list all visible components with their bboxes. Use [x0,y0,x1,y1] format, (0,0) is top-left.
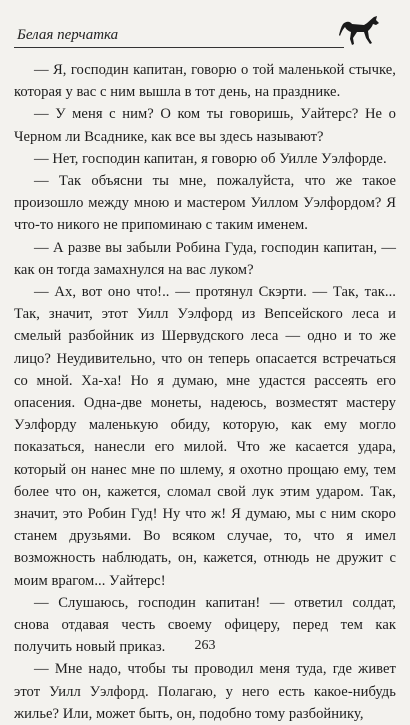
paragraph: — Мне надо, чтобы ты проводил меня туда, где живет этот Уилл Уэлфорд. Полагаю, у него есть какое-нибудь жилье? Или, может быть, он, подобно тому разбойнику, [14,661,396,722]
paragraph: — Так объясни ты мне, пожалуйста, что же такое произошло между мною и мастером Уиллом Уэлфордом? Я что-то никого не припоминаю с таким именем. [14,173,396,234]
paragraph: — Я, господин капитан, говорю о той маленькой стычке, которая у вас с ним вышла в тот день, на празднике. [14,62,396,101]
paragraph: — Нет, господин капитан, я говорю об Уилле Уэлфорде. [34,150,387,167]
running-head: Белая перчатка [17,27,119,43]
header-rule [14,47,344,48]
paragraph: — Ах, вот оно что!.. — протянул Скэрти. — Так, так... Так, значит, этот Уилл Уэлфорд из Вепсейского леса и смелый разбойник из Шервудского леса — одно и то же лицо? Неудивительно, что он теперь опасается встречаться со мной. Ха-ха! Но я думаю, мне удастся рассеять его опасения. Одна-две монеты, надеюсь, возместят мастеру Уэлфорду маленькую обиду, которую, как ему могло показаться, нанесли его милой. Что же касается удара, который он нанес мне по шлему, я охотно прощаю ему, тем более что он, кажется, сломал свой лук этим ударом. Так, значит, это Робин Гуд! Ну что ж! Я думаю, мы с ним скоро станем друзьями. Во всяком случае, то, что я имел возможность наблюдать, он, кажется, отнюдь не дружит с моим врагом... Уайтерс! [14,284,396,589]
body-text [14,59,396,725]
page-number: 263 [194,638,216,653]
paragraph: — Слушаюсь, господин капитан! — ответил солдат, снова отдавая честь своему офицеру, перед тем как получить новый приказ. [14,594,396,656]
paragraph: — А разве вы забыли Робина Гуда, господин капитан, — как он тогда замахнулся на вас луком? [14,239,396,278]
horse-icon [337,14,381,50]
paragraph: — У меня с ним? О ком ты говоришь, Уайтерс? Не о Черном ли Всаднике, как все вы здесь называют? [14,106,396,145]
